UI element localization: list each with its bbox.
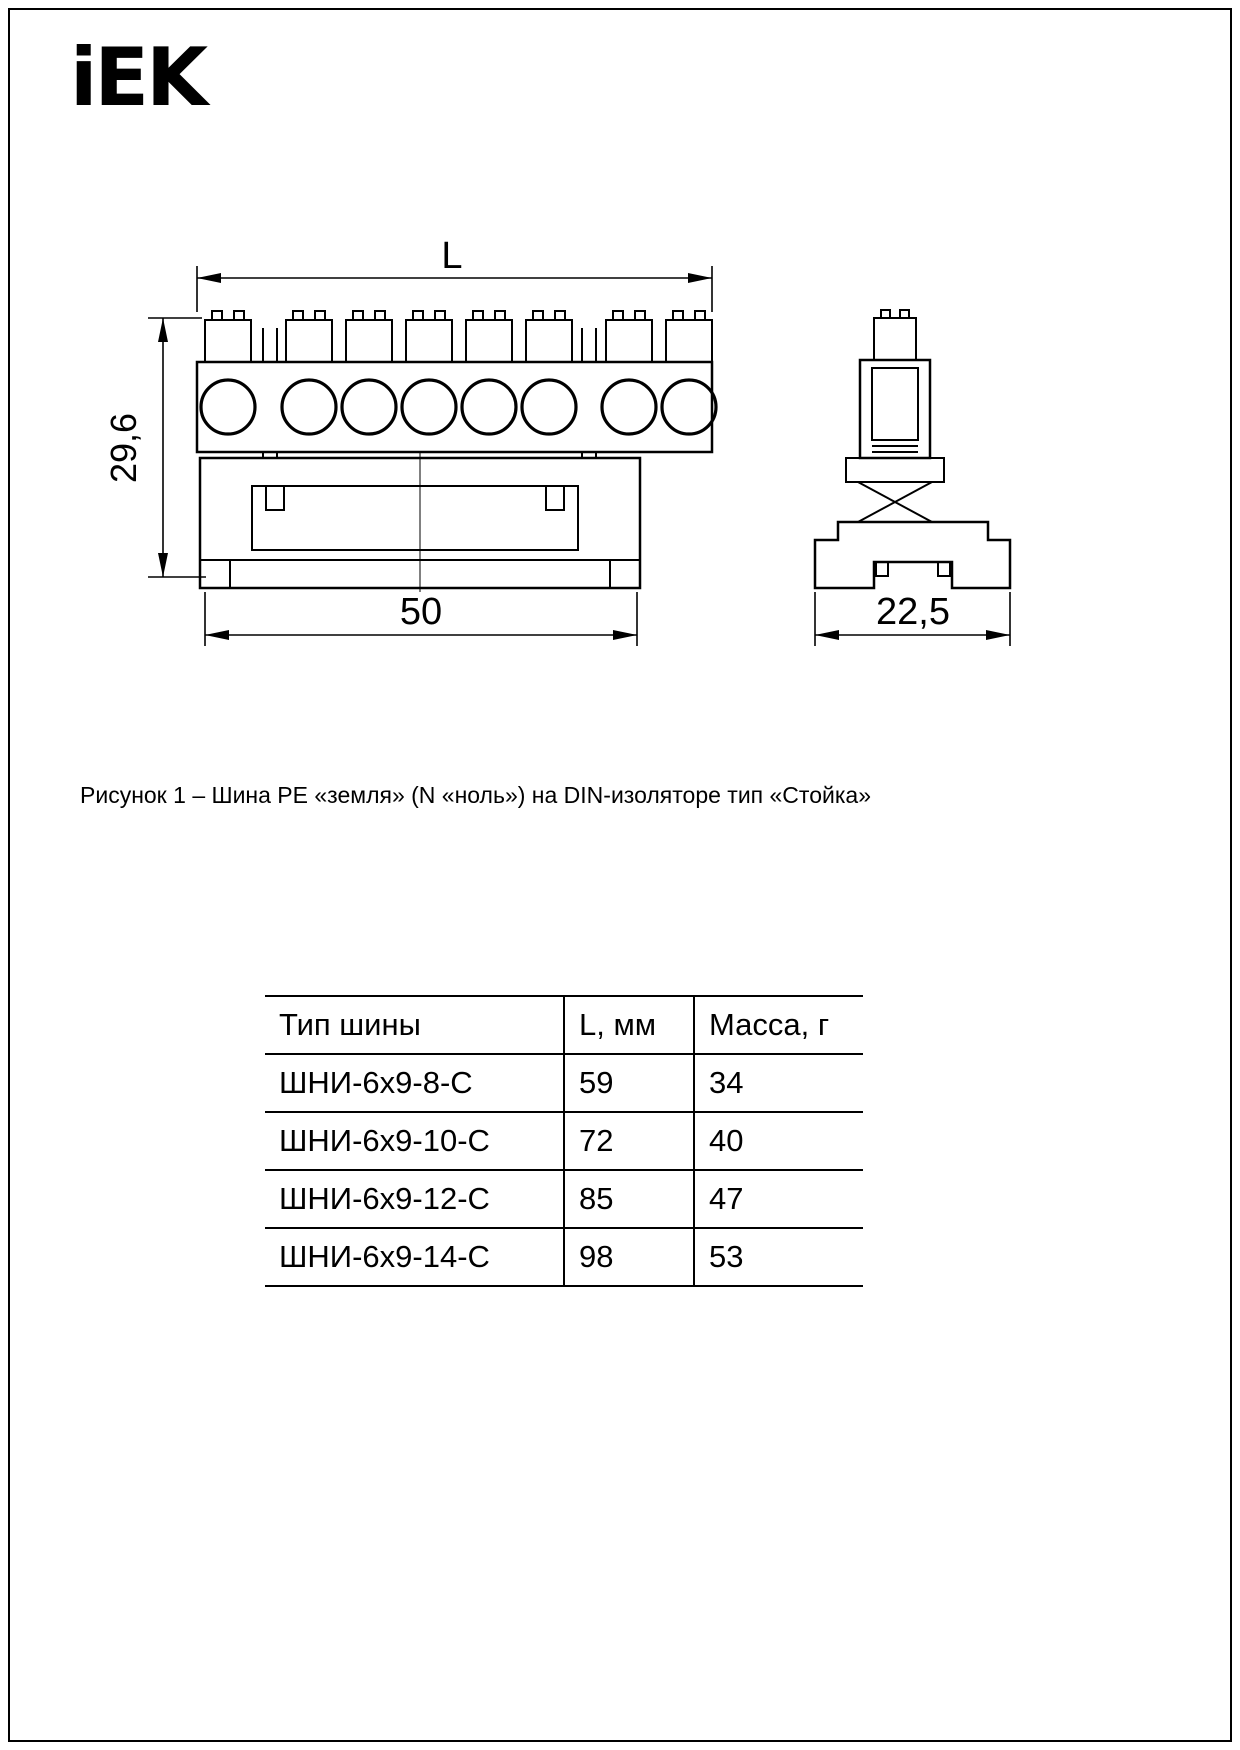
header-length: L, мм xyxy=(564,996,694,1054)
din-base-side xyxy=(815,522,1010,588)
side-insulator xyxy=(846,458,944,522)
insulator-stands xyxy=(263,328,596,458)
cell-length: 72 xyxy=(564,1112,694,1170)
dim-length-label: L xyxy=(441,240,463,277)
dim-length xyxy=(197,240,712,312)
dim-width-front xyxy=(205,591,637,646)
cell-type: ШНИ-6х9-12-С xyxy=(265,1170,564,1228)
cell-length: 85 xyxy=(564,1170,694,1228)
header-mass: Масса, г xyxy=(694,996,863,1054)
cell-mass: 34 xyxy=(694,1054,863,1112)
dim-height-label: 29,6 xyxy=(103,412,144,484)
terminal-screws xyxy=(205,311,712,362)
cell-length: 98 xyxy=(564,1228,694,1286)
table-row xyxy=(265,1170,863,1228)
terminal-holes xyxy=(201,380,716,434)
spec-table xyxy=(265,995,863,1287)
table-row xyxy=(265,1112,863,1170)
cell-type: ШНИ-6х9-14-С xyxy=(265,1228,564,1286)
front-view xyxy=(103,240,716,646)
cell-mass: 47 xyxy=(694,1170,863,1228)
table-row xyxy=(265,1054,863,1112)
technical-drawing xyxy=(0,240,1240,700)
table-row xyxy=(265,1228,863,1286)
cell-mass: 40 xyxy=(694,1112,863,1170)
dim-height xyxy=(103,318,206,577)
cell-type: ШНИ-6х9-8-С xyxy=(265,1054,564,1112)
iek-logo: iEK xyxy=(70,31,206,124)
side-terminal-body xyxy=(860,360,930,458)
cell-length: 59 xyxy=(564,1054,694,1112)
cell-mass: 53 xyxy=(694,1228,863,1286)
side-view xyxy=(815,310,1010,646)
table-header-row xyxy=(265,996,863,1054)
din-base-front xyxy=(200,452,640,592)
header-type: Тип шины xyxy=(265,996,564,1054)
dim-width-side-label: 22,5 xyxy=(876,591,950,633)
side-screw xyxy=(874,310,916,360)
figure-caption: Рисунок 1 – Шина PE «земля» (N «ноль») на DIN-изоляторе тип «Стойка» xyxy=(80,782,871,808)
cell-type: ШНИ-6х9-10-С xyxy=(265,1112,564,1170)
dim-width-side xyxy=(815,591,1010,646)
dim-width-front-label: 50 xyxy=(399,591,443,633)
